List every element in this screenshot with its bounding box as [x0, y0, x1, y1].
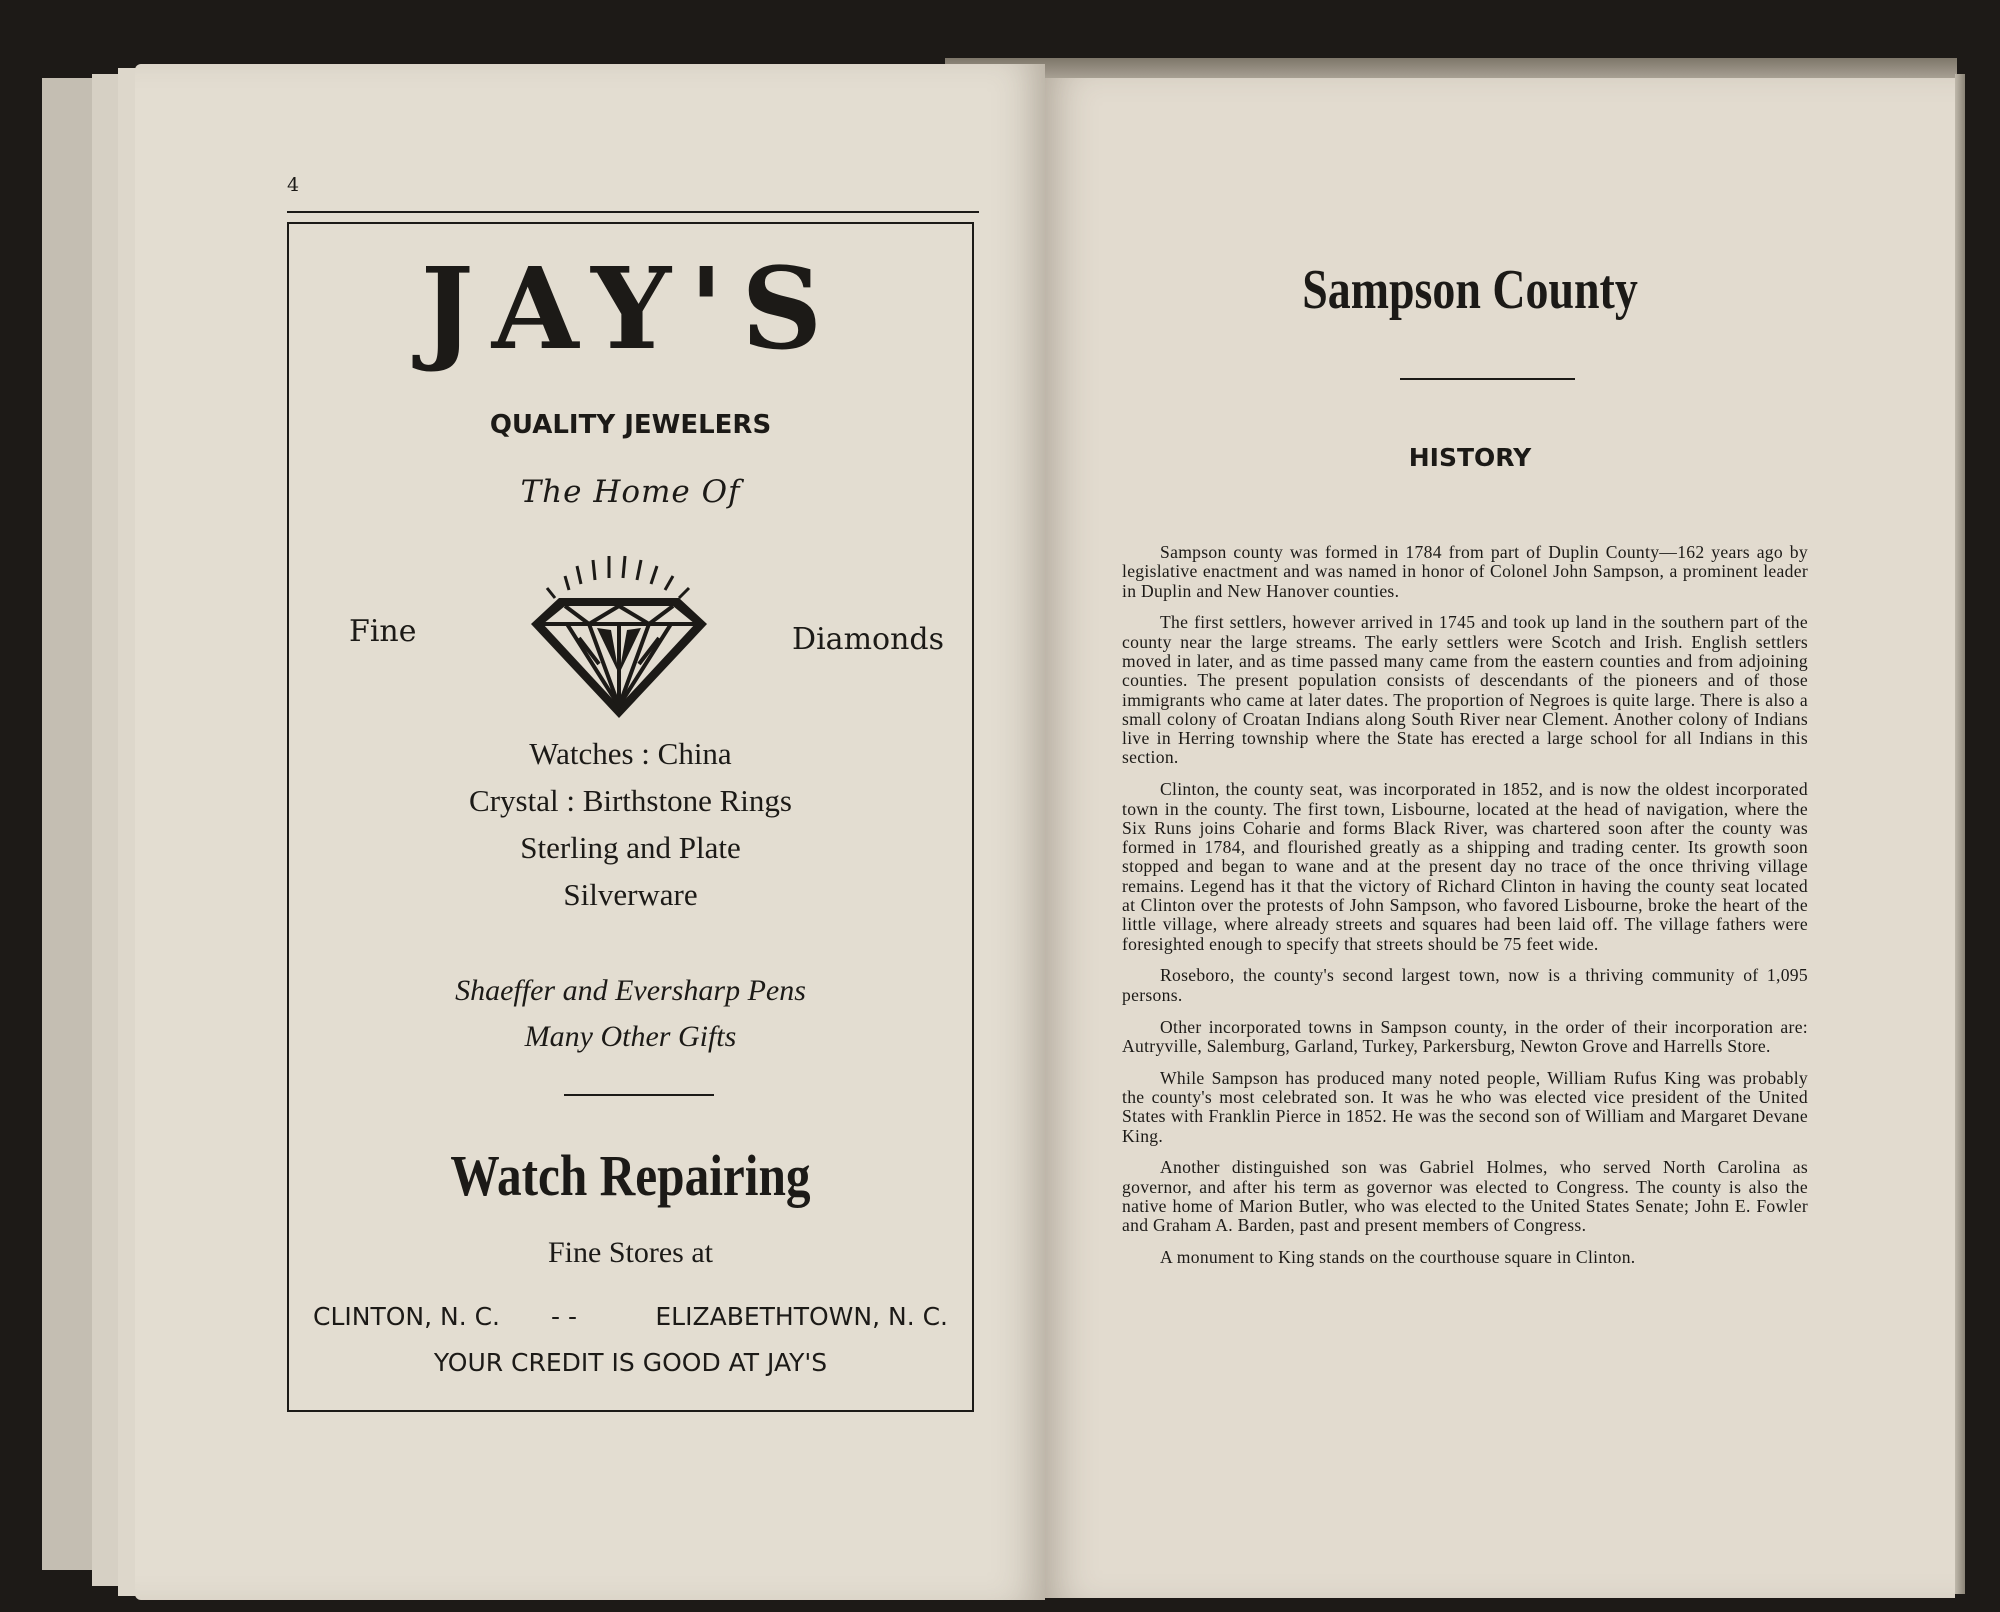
ad-tagline: QUALITY JEWELERS — [489, 410, 772, 440]
jays-advertisement — [287, 222, 974, 1412]
ad-service: Watch Repairing — [450, 1143, 811, 1208]
diamond-icon — [519, 554, 719, 724]
ad-credit: YOUR CREDIT IS GOOD AT JAY'S — [433, 1348, 828, 1377]
history-paragraph: Other incorporated towns in Sampson county, in the order of their incorporation are: Autryville, Salemburg, Garland, Turkey, Parkersburg, Newton Grove and Harrells Store. — [1122, 1016, 1808, 1056]
right-page-side-edge — [1955, 74, 1965, 1594]
ad-pens: Shaeffer and Eversharp Pens — [455, 974, 806, 1007]
history-paragraph: Sampson county was formed in 1784 from part of Duplin County—162 years ago by legislative enactment and was named in honor of Colonel John Sampson, a prominent leader in Duplin and New Hanover counties. — [1122, 542, 1808, 601]
ad-home-of: The Home Of — [520, 474, 741, 510]
history-paragraph: The first settlers, however arrived in 1745 and took up land in the southern part of the county near the large streams. The early settlers were Scotch and Irish. English settlers moved in later, and as time passed many came from the eastern counties and from adjoining counties. The present population consists of descendants of the pioneers and of those immigrants who came at later dates. The proportion of Negroes is quite large. There is also a small colony of Croatan Indians along South River near Clement. Another colony of Indians live in Herring township where the State has erected a large school for all Indians in this section. — [1122, 612, 1808, 768]
history-text — [1122, 543, 1808, 1280]
ad-location-separator: - - — [551, 1302, 577, 1331]
ad-location-elizabethtown: ELIZABETHTOWN, N. C. — [655, 1302, 948, 1331]
ad-location-clinton: CLINTON, N. C. — [313, 1302, 500, 1331]
page-title: Sampson County — [1302, 259, 1638, 321]
ad-diamonds: Diamonds — [792, 622, 944, 657]
history-paragraph: Roseboro, the county's second largest town, now is a thriving community of 1,095 persons. — [1122, 965, 1808, 1005]
section-heading: HISTORY — [1408, 443, 1532, 472]
history-paragraph: A monument to King stands on the courthouse square in Clinton. — [1160, 1247, 1636, 1267]
ad-product-line: Watches : China — [529, 736, 732, 771]
ad-product-line: Crystal : Birthstone Rings — [469, 783, 792, 818]
ad-stores-label: Fine Stores at — [548, 1236, 713, 1269]
history-paragraph: Another distinguished son was Gabriel Holmes, who served North Carolina as governor, and after his term as governor was elected to Congress. The county is also the native home of Marion Butler, who was elected to the United States Senate; John E. Fowler and Graham A. Barden, past and present members of Congress. — [1122, 1157, 1808, 1236]
title-rule — [1400, 378, 1575, 380]
history-paragraph: Clinton, the county seat, was incorporated in 1852, and is now the oldest incorporated town in the county. The first town, Lisbourne, located at the head of navigation, where the Six Runs joins Coharie and forms Black River, was chartered soon after the county was formed in 1784, and flourished greatly as a shipping and trading center. Its growth soon stopped and began to wane and at the present day no trace of the once thriving village remains. Legend has it that the victory of Richard Clinton in having the county seat located at Clinton over the protests of John Sampson, who favored Lisbourne, broke the heart of the little village, where already streets and squares had been laid off. The village fathers were foresighted enough to specify that streets should be 75 feet wide. — [1122, 779, 1808, 954]
ad-gifts: Many Other Gifts — [524, 1020, 737, 1053]
ad-divider — [564, 1094, 714, 1096]
ad-brand: JAY'S — [420, 244, 841, 375]
ad-product-line: Silverware — [563, 877, 698, 912]
ad-product-line: Sterling and Plate — [520, 830, 741, 865]
page-number: 4 — [287, 174, 300, 196]
ad-fine: Fine — [349, 614, 417, 649]
header-rule — [287, 211, 979, 213]
history-paragraph: While Sampson has produced many noted people, William Rufus King was probably the county's most celebrated son. It was he who was elected vice president of the United States with Franklin Pierce in 1852. He was the second son of William and Margaret Devane King. — [1122, 1067, 1808, 1146]
